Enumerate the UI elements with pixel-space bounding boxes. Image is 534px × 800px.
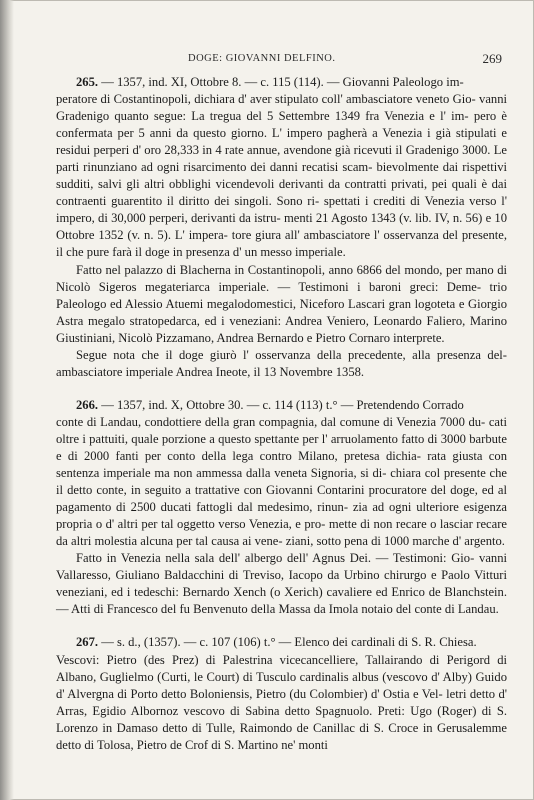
text-line: cati oltre i pattuiti, quale porzione a questo spettante per l' arruolamento fatto bbox=[56, 414, 507, 446]
text-line: contratti privati, pei quali è dai contraenti guarentito il diritto dei singoli. Sono ri- bbox=[56, 177, 507, 209]
running-title: DOGE: GIOVANNI DELFINO. bbox=[188, 53, 336, 64]
binding-shadow bbox=[0, 0, 14, 800]
entry-number: 267. bbox=[76, 635, 99, 650]
text-line: Faliero, Marino Giustiniani, Nicolò Pizzamano, Andrea Bernardo e Pietro Cornaro bbox=[56, 313, 507, 345]
text-line: tore giura all' ambasciatore l' osservanza del presente, il che pure farà il doge in bbox=[56, 228, 507, 260]
text-line: — 1357, ind. X, Ottobre 30. — c. 114 (113) t.° — Pretendendo Corrado bbox=[98, 397, 464, 412]
entry-265 bbox=[56, 74, 507, 91]
text-line: Ugo (Roger) di S. Lorenzo in Damaso detto di Tulle, Raimondo de Canillac di bbox=[56, 703, 507, 735]
text-line: — s. d., (1357). — c. 107 (106) t.° — Elenco dei cardinali di S. R. Chiesa. bbox=[98, 635, 477, 650]
page-number: 269 bbox=[482, 51, 502, 66]
page-body bbox=[56, 74, 507, 754]
entry-separator bbox=[56, 618, 507, 634]
text-line: Enrico de Blanchstein. — Atti di Francesco del fu Benvenuto della Massa da Imola bbox=[56, 585, 508, 617]
text-line: spettati i crediti di Venezia verso l' impero, di 30,000 perperi, derivanti da istru- bbox=[56, 194, 507, 226]
text-line: notaio del conte di Landau. bbox=[361, 602, 499, 617]
text-line: vanni Gradenigo quanto segue: La tregua del 5 Settembre 1349 fra Venezia e l' im- bbox=[56, 92, 507, 124]
text-line: procuratore del doge, ed al pagamento di 2500 ducati fattogli dal medesimo, rinun- bbox=[56, 483, 507, 515]
text-line: peratore di Costantinopoli, dichiara d' aver stipulato coll' ambasciatore veneto Gio- bbox=[56, 92, 480, 107]
text-line: Vescovi: Pietro (des Prez) di Palestrina vicecancelliere, Tallairando di Perigord di bbox=[56, 652, 507, 667]
text-line: Guido d' Alvergna di Porto detto Boloniensis, Pietro (du Colombier) d' Ostia e Vel- bbox=[56, 669, 507, 701]
text-line: ziani, sotto pena di 1000 marche d' argento. bbox=[285, 534, 505, 549]
text-line: Fatto in Venezia nella sala dell' albergo dell' Agnus Dei. — Testimoni: Gio- bbox=[76, 551, 480, 566]
entry-266 bbox=[56, 397, 507, 414]
text-line: zia ad ogni ulteriore esigenza propria o d' altri per tal oggetto verso Venezia, e pro- bbox=[56, 500, 507, 532]
text-line: menti 21 Agosto 1343 (v. lib. IV, n. 56) e 10 Ottobre 1352 (v. n. 5). L' impera- bbox=[56, 211, 507, 243]
entry-separator bbox=[56, 381, 507, 397]
text-line: vanni Vallaresso, Giuliano Baldacchini di Treviso, Iacopo da Urbino chirurgo e bbox=[56, 551, 507, 583]
text-line: Segue nota che il doge giurò l' osservanza della precedente, alla presenza del- bbox=[76, 347, 507, 362]
text-line: Gradenigo 3000. Le parti rinunziano ad ogni risarcimento dei danni recatisi scam- bbox=[56, 143, 507, 175]
text-line: presenza d' un messo imperiale. bbox=[185, 245, 346, 260]
text-line: Albano, Guglielmo (Curti, le Court) di Tusculo cardinalis albus (vescovo d' Alby) bbox=[56, 669, 476, 684]
text-line: e Giorgio Astra megalo stratopedarca, ed i veneziani: Andrea Veniero, Leonardo bbox=[56, 296, 507, 328]
text-line: chiara col presente che il detto conte, in seguito a trattative con Giovanni Contarini bbox=[56, 466, 507, 498]
entry-number: 265. bbox=[76, 75, 99, 89]
text-line: stipulati e residui perperi d' oro 28,333 in 4 rate annue, avendone già ricevuti il bbox=[56, 126, 507, 158]
entry-265-witnesses bbox=[56, 262, 507, 347]
text-line: Paolo Vitturi veneziani, ed i tedeschi: Bernardo Xench (o Xerich) cavaliere ed bbox=[56, 568, 507, 600]
text-line: conte di Landau, condottiere della gran compagnia, dal comune di Venezia 7000 du- bbox=[56, 414, 489, 429]
entry-267 bbox=[56, 634, 507, 651]
text-line: mette di non recare o lasciar recare da altri molestia alcuna per tal causa ai vene- bbox=[56, 517, 507, 549]
entry-265-body bbox=[56, 91, 507, 261]
text-line: S. Croce in Gerusalemme detto di Tolosa, Pietro de Crof di S. Martino ne' monti bbox=[56, 720, 507, 752]
text-line: interprete. bbox=[393, 330, 445, 345]
entry-number: 266. bbox=[76, 397, 99, 412]
text-line: pero è confermata per 5 anni da questo giorno. L' impero pagherà a Venezia i già bbox=[56, 109, 507, 141]
entry-265-note bbox=[56, 347, 507, 381]
text-line: mano di Nicolò Sigeros megateriarca imperiale. — Testimoni i baroni greci: Deme- bbox=[56, 262, 507, 294]
text-line: rata giusta con sentenza imperiale ma non ammessa dalla veneta Signoria, si di- bbox=[56, 448, 507, 481]
text-line: Fatto nel palazzo di Blacherna in Costantinopoli, anno 6866 del mondo, per bbox=[76, 262, 466, 277]
text-line: ambasciatore imperiale Andrea Ineote, il 13 Novembre 1358. bbox=[56, 364, 365, 379]
text-line: letri detto d' Arras, Egidio Albornoz vescovo di Sabina detto Spagnuolo. Preti: bbox=[56, 686, 508, 718]
entry-266-witnesses bbox=[56, 550, 507, 618]
text-line: di 3000 barbute e di 2000 fanti per conto della lega contro Milano, pretesa dichia- bbox=[56, 431, 508, 463]
text-line: trio Paleologo ed Alessio Atuemi megalodomestici, Niceforo Lascari gran logoteta bbox=[56, 279, 507, 311]
text-line: — 1357, ind. XI, Ottobre 8. — c. 115 (114). — Giovanni Paleologo im- bbox=[98, 75, 464, 89]
entry-266-body bbox=[56, 414, 507, 550]
text-line: bievolmente dai rispettivi sudditi, salvi gli altri obblighi vicendevoli derivanti da bbox=[56, 160, 507, 192]
entry-267-body bbox=[56, 652, 507, 754]
